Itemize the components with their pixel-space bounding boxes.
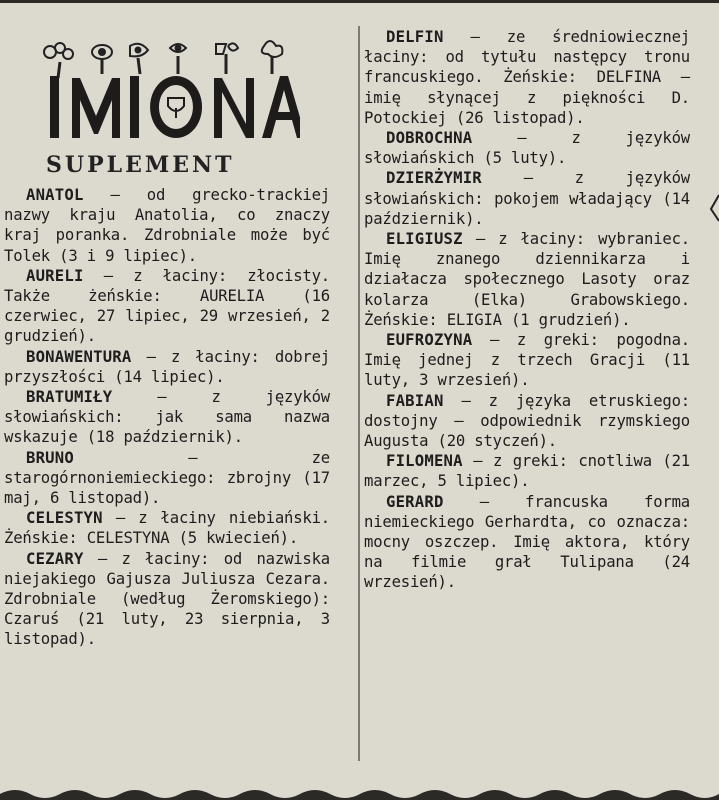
entry-name: EUFROZYNA (386, 331, 473, 350)
list-item (364, 451, 690, 491)
entry-name: DZIERŻYMIR (386, 169, 482, 188)
section-title: SUPLEMENT (46, 152, 235, 178)
list-item (364, 229, 690, 330)
edge-mark (709, 193, 719, 223)
list-item (4, 549, 330, 650)
entry-name: DOBROCHNA (386, 129, 473, 148)
entry-name: FILOMENA (386, 452, 463, 471)
list-item (364, 391, 690, 452)
entry-name: DELFIN (386, 28, 444, 46)
entry-text: — z łaciny: wybraniec. Imię znanego dziennikarza i działacza społecznego Lasoty oraz kolarza (Elka) Grabowskiego. Żeńskie: ELIGIA (1 grudzień). (364, 230, 690, 329)
entry-text: — z języków słowiańskich (5 luty). (364, 129, 690, 168)
column-divider (358, 26, 360, 761)
entry-text: — z greki: pogodna. Imię jednej z trzech Gracji (11 luty, 3 wrzesień). (364, 331, 690, 390)
entry-name: BRATUMIŁY (26, 388, 113, 407)
entry-text: — z języków słowiańskich: pokojem władający (14 październik). (364, 169, 690, 228)
entry-text: — z greki: cnotliwa (21 marzec, 5 lipiec). (364, 452, 690, 491)
imiona-logo (30, 38, 300, 148)
entry-text: — z łaciny: złocisty. Także żeńskie: AURELIA (16 czerwiec, 27 lipiec, 29 wrzesień, 2 grudzień). (4, 266, 330, 346)
flower-icon (216, 43, 238, 54)
entry-text: — od grecko-trackiej nazwy kraju Anatolia, co znaczy kraj poranka. Zdrobniale może być Tolek (3 i 9 lipiec). (4, 186, 330, 265)
entry-text: — ze starogórnoniemieckiego: zbrojny (17 maj, 6 listopad). (4, 448, 330, 508)
list-item (4, 185, 330, 266)
list-item (364, 168, 690, 229)
flower-icon (44, 43, 73, 59)
flower-icon (92, 45, 112, 59)
list-item (364, 330, 690, 391)
entry-text: — z języka etruskiego: dostojny — odpowiednik rzymskiego Augusta (20 styczeń). (364, 391, 690, 451)
entry-name: CEZARY (26, 549, 84, 568)
list-item (4, 448, 330, 509)
entry-name: BONAWENTURA (26, 347, 132, 366)
entry-text: — z języków słowiańskich: jak sama nazwa wskazuje (18 październik). (4, 388, 330, 447)
top-rule (0, 0, 719, 3)
list-item (4, 387, 330, 448)
flower-icon (130, 44, 148, 57)
entry-name: GERARD (386, 492, 444, 511)
entry-name: ANATOL (26, 186, 84, 204)
entry-name: BRUNO (26, 448, 74, 467)
entry-text: — ze średniowiecznej łaciny: od tytułu następcy tronu francuskiego. Żeńskie: DELFINA — imię słynącej z piękności D. Potockiej (26 listopad). (364, 28, 690, 127)
entry-text: — z łaciny niebiański. Żeńskie: CELESTYNA (5 kwiecień). (4, 509, 330, 548)
flower-icon (170, 44, 186, 52)
bottom-wave-border (0, 786, 719, 800)
list-item (4, 266, 330, 347)
left-column (4, 185, 330, 650)
entry-name: CELESTYN (26, 509, 103, 528)
entry-name: FABIAN (386, 391, 444, 410)
list-item (364, 128, 690, 168)
list-item (4, 508, 330, 548)
entry-text: — z łaciny: dobrej przyszłości (14 lipiec). (4, 347, 330, 386)
list-item (364, 492, 690, 593)
entry-text: — francuska forma niemieckiego Gerhardta, co oznacza: mocny oszczep. Imię aktora, który na filmie grał Tulipana (24 wrzesień). (364, 492, 690, 592)
list-item (364, 27, 690, 128)
entry-name: ELIGIUSZ (386, 230, 463, 249)
entry-text: — z łaciny: od nazwiska niejakiego Gajusza Juliusza Cezara. Zdrobniale (według Żeromskiego): Czaruś (21 luty, 23 sierpnia, 3 listopad). (4, 549, 330, 649)
list-item (4, 347, 330, 387)
flower-icon (262, 41, 283, 57)
right-column (364, 27, 690, 593)
entry-name: AURELI (26, 266, 84, 285)
